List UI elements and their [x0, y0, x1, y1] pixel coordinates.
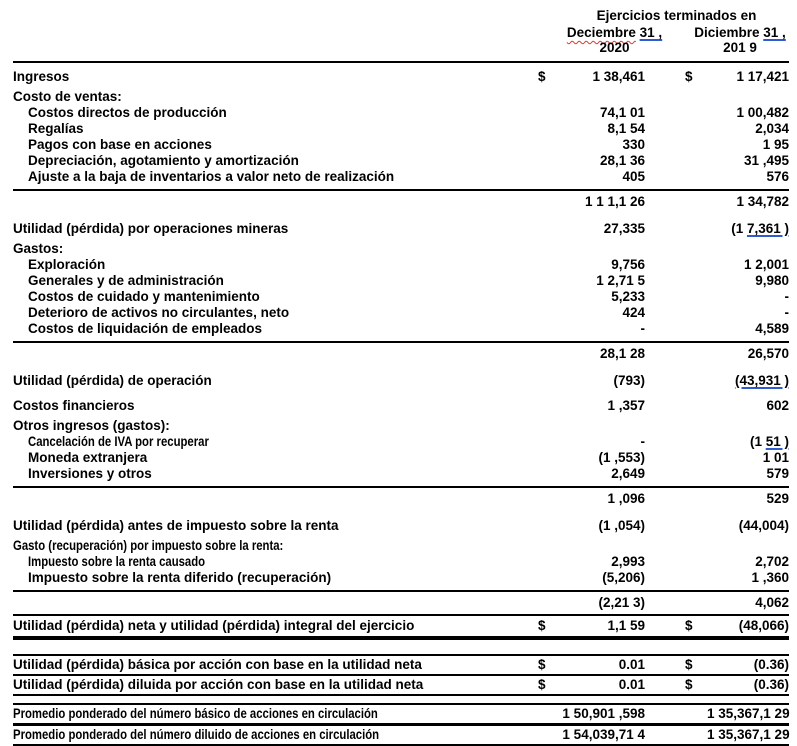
dollar-sign-2020: $: [538, 618, 546, 633]
row-label: [13, 491, 538, 507]
row-label-text: Inversiones y otros: [28, 466, 152, 481]
row-label-text: Utilidad (pérdida) básica por acción con base en la utilidad neta: [13, 657, 422, 672]
value-2020: (793): [613, 373, 645, 388]
row-label: [13, 321, 538, 337]
table-row: [13, 153, 789, 169]
table-row: [13, 676, 789, 696]
row-label-text: Impuesto sobre la renta causado: [28, 554, 206, 569]
value-2019: -: [784, 289, 789, 304]
value-2019: 31 ,495: [743, 153, 789, 168]
row-label-text: Gastos:: [13, 241, 64, 256]
row-label-text: Utilidad (pérdida) antes de impuesto sobre la renta: [13, 518, 339, 533]
row-label-text: Costos directos de producción: [28, 105, 227, 120]
table-row: [13, 189, 789, 212]
value-2019: 1 01: [762, 450, 789, 465]
table-row: [13, 518, 789, 534]
value-2020: 405: [622, 169, 645, 184]
row-label: [13, 727, 538, 743]
period-date-row: [551, 25, 797, 55]
row-label: [13, 706, 538, 722]
value-plain-segment: (1: [731, 221, 747, 236]
table-row: [13, 169, 789, 185]
value-2020: 1 ,357: [607, 398, 645, 413]
value-2020: -: [640, 434, 645, 449]
value-2019: 1 35,367,1 29: [707, 727, 790, 742]
table-row: [13, 341, 789, 364]
value-2020: 1 2,71 5: [596, 273, 645, 288]
value-2020: 424: [622, 305, 645, 320]
table-row: [13, 538, 789, 554]
row-label: [13, 538, 538, 554]
row-label-text: Costo de ventas:: [13, 89, 122, 104]
row-label: [13, 241, 538, 257]
value-2019: 1 17,421: [736, 69, 789, 84]
value-2019: (0.36): [753, 677, 789, 692]
value-2020: 28,1 36: [599, 153, 645, 168]
row-label-text: Cancelación de IVA por recuperar: [28, 434, 209, 449]
table-row: [13, 614, 789, 640]
value-2019: 1 00,482: [736, 105, 789, 120]
row-label: [13, 121, 538, 137]
row-label-text: Costos financieros: [13, 398, 135, 413]
value-2019: 602: [766, 398, 789, 413]
row-label: [13, 105, 538, 121]
value-2019: 2,702: [755, 554, 789, 569]
value-2020: 2,649: [611, 466, 645, 481]
table-row: [13, 570, 789, 586]
value-2020: 9,756: [611, 257, 645, 272]
table-row: [13, 373, 789, 389]
month-label: Diciembre: [694, 25, 760, 40]
value-2019: 9,980: [755, 273, 789, 288]
value-2020: 1 54,039,71 4: [562, 727, 645, 742]
value-2019: 1 ,360: [751, 570, 789, 585]
value-2020: 2,993: [611, 554, 645, 569]
row-label-text: Impuesto sobre la renta diferido (recuperación): [28, 570, 332, 585]
table-row: [13, 105, 789, 121]
row-label-text: Ajuste a la baja de inventarios a valor neto de realización: [28, 169, 395, 184]
row-label: [13, 398, 538, 414]
value-2019: 579: [766, 466, 789, 481]
row-label-text: Utilidad (pérdida) neta y utilidad (pérdida) integral del ejercicio: [13, 618, 415, 633]
row-label: [13, 221, 538, 237]
table-row: [13, 554, 789, 570]
row-label-text: Ingresos: [13, 69, 70, 84]
row-label: [13, 169, 538, 185]
table-row: [13, 398, 789, 414]
value-2020: -: [640, 321, 645, 336]
day-label: 31 ,: [763, 25, 786, 40]
day-label: 31 ,: [639, 25, 663, 40]
table-row: [13, 726, 789, 746]
row-label: [13, 554, 538, 570]
row-label: [13, 153, 538, 169]
row-label: [13, 289, 538, 305]
table-row: [13, 137, 789, 153]
row-label-text: Costos de cuidado y mantenimiento: [28, 289, 260, 304]
value-2019: (0.36): [753, 657, 789, 672]
row-label: [13, 257, 538, 273]
row-label: [13, 595, 538, 611]
row-label-text: Utilidad (pérdida) de operación: [13, 373, 212, 388]
value-2020: 27,335: [603, 221, 645, 236]
value-2019: [707, 434, 789, 450]
value-2020: (2,21 3): [598, 595, 645, 610]
year-label: 201 9: [723, 40, 757, 55]
value-2020: 330: [622, 137, 645, 152]
value-2020: 5,233: [611, 289, 645, 304]
dollar-sign-2019: $: [685, 69, 693, 84]
row-label-text: Deterioro de activos no circulantes, neto: [28, 305, 290, 320]
value-2020: 1 38,461: [592, 69, 645, 84]
row-label: [13, 434, 538, 450]
table-row: [13, 221, 789, 237]
row-label-text: Regalías: [28, 121, 84, 136]
value-2020: 1 ,096: [607, 491, 645, 506]
row-label: [13, 518, 538, 534]
value-2020: 74,1 01: [599, 105, 645, 120]
row-label: [13, 466, 538, 482]
value-2019: [707, 221, 789, 237]
period-column-2020: [551, 25, 678, 55]
underlined-value-segment: 51 ): [765, 434, 789, 449]
row-label: [13, 89, 538, 105]
row-label-text: Depreciación, agotamiento y amortización: [28, 153, 299, 168]
row-label: [13, 418, 538, 434]
dollar-sign-2020: $: [538, 677, 546, 692]
row-label: [13, 570, 538, 586]
row-label: [13, 273, 538, 289]
dollar-sign-2019: $: [685, 677, 693, 692]
row-label: [13, 677, 538, 693]
table-row: [13, 703, 789, 726]
row-label: [13, 450, 538, 466]
row-label: [13, 137, 538, 153]
value-plain-segment: (1: [749, 434, 766, 449]
value-2020: 1,1 59: [607, 618, 645, 633]
row-label: [13, 657, 538, 673]
table-row: [13, 590, 789, 613]
row-label-text: Costos de liquidación de empleados: [28, 321, 263, 336]
table-row: [13, 121, 789, 137]
value-2020: 1 50,901 ,598: [562, 706, 645, 721]
month-label: Deciembre: [566, 25, 636, 40]
value-2019: 529: [766, 491, 789, 506]
header-rule: [13, 61, 789, 63]
value-2020: 0.01: [618, 677, 645, 692]
row-label-text: Pagos con base en acciones: [28, 137, 212, 152]
value-2019: 4,589: [755, 321, 789, 336]
value-2020: 0.01: [618, 657, 645, 672]
value-2019: 1 35,367,1 29: [707, 706, 790, 721]
row-label-text: Promedio ponderado del número básico de acciones en circulación: [13, 706, 378, 721]
value-2019: 1 2,001: [743, 257, 789, 272]
row-label-text: Generales y de administración: [28, 273, 224, 288]
table-body: [13, 69, 789, 746]
period-header-title: Ejercicios terminados en: [596, 8, 757, 23]
table-row: [13, 418, 789, 434]
value-2020: 8,1 54: [607, 121, 645, 136]
underlined-value-segment: (43,931 ): [734, 373, 789, 388]
period-column-2019: [678, 25, 797, 55]
value-2019: 1 95: [762, 137, 789, 152]
row-label: [13, 194, 538, 210]
row-label-text: Moneda extranjera: [28, 450, 148, 465]
value-2019: 26,570: [747, 346, 789, 361]
table-row: [13, 89, 789, 105]
value-2019: (44,004): [738, 518, 789, 533]
table-row: [13, 450, 789, 466]
value-2019: (48,066): [738, 618, 789, 633]
value-2020: (1 ,054): [598, 518, 645, 533]
table-row: [13, 69, 789, 85]
row-label-text: Exploración: [28, 257, 106, 272]
table-row: [13, 257, 789, 273]
value-2019: 576: [766, 169, 789, 184]
table-row: [13, 305, 789, 321]
table-row: [13, 241, 789, 257]
value-2020: (5,206): [602, 570, 645, 585]
value-2019: -: [784, 305, 789, 320]
dollar-sign-2019: $: [685, 657, 693, 672]
value-2020: 1 1 1,1 26: [584, 194, 645, 209]
dollar-sign-2020: $: [538, 69, 546, 84]
table-row: [13, 289, 789, 305]
row-label: [13, 305, 538, 321]
table-row: [13, 321, 789, 337]
table-row: [13, 273, 789, 289]
row-label-text: Utilidad (pérdida) por operaciones mineras: [13, 221, 289, 236]
dollar-sign-2020: $: [538, 657, 546, 672]
value-2019: 4,062: [755, 595, 789, 610]
row-label: [13, 618, 538, 634]
value-2019: [707, 373, 789, 389]
table-row: [13, 434, 789, 450]
row-label: [13, 346, 538, 362]
row-label-text: Otros ingresos (gastos):: [13, 418, 170, 433]
underlined-value-segment: 7,361 ): [746, 221, 789, 236]
row-label: [13, 373, 538, 389]
year-label: 2020: [599, 40, 630, 55]
value-2020: 28,1 28: [599, 346, 645, 361]
value-2019: 1 34,782: [736, 194, 789, 209]
dollar-sign-2019: $: [685, 618, 693, 633]
row-label: [13, 69, 538, 85]
table-row: [13, 654, 789, 676]
table-row: [13, 466, 789, 482]
row-label-text: Gasto (recuperación) por impuesto sobre la renta:: [13, 538, 284, 553]
row-label-text: Utilidad (pérdida) diluida por acción con base en la utilidad neta: [13, 677, 424, 692]
value-2020: (1 ,553): [598, 450, 645, 465]
row-label-text: Promedio ponderado del número diluido de acciones en circulación: [13, 727, 380, 742]
period-header: [551, 8, 797, 55]
table-row: [13, 486, 789, 509]
value-2019: 2,034: [755, 121, 789, 136]
